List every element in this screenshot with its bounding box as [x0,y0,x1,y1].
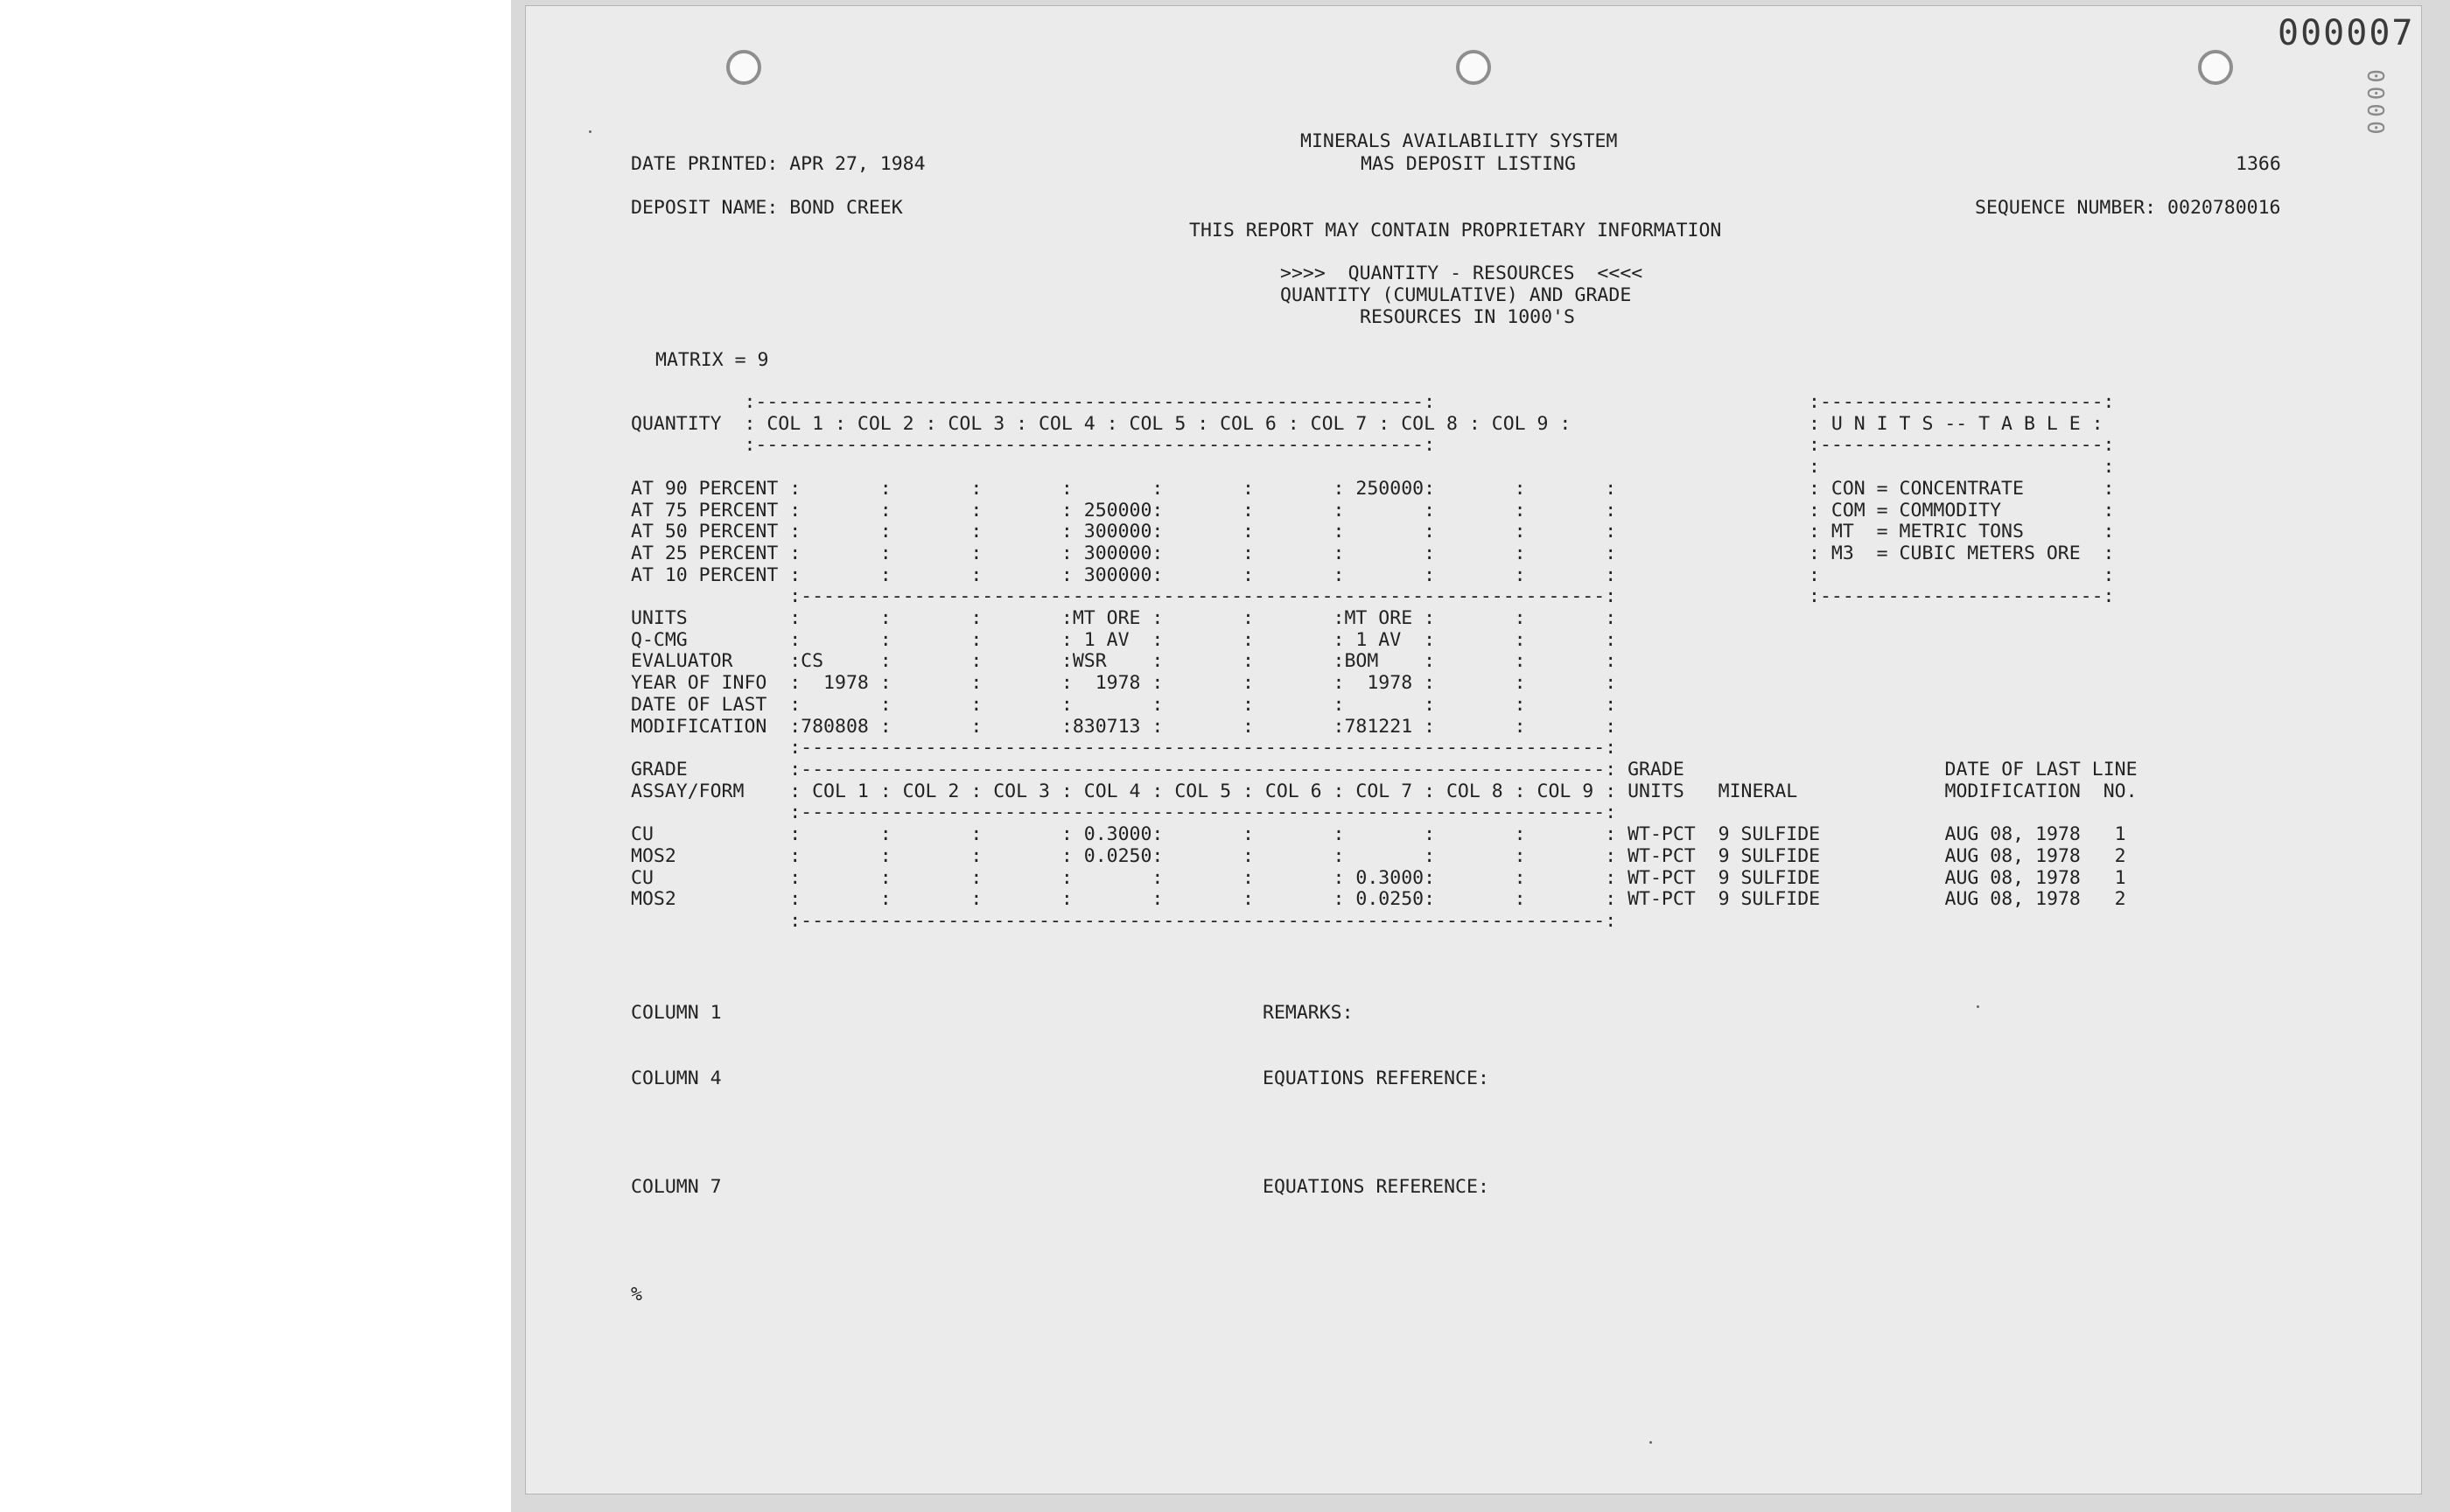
quantity-table-line: :-----------------------------------------------------------------------: [631,737,1617,760]
units-table-line: : U N I T S -- T A B L E : [1809,412,2104,435]
section-subtitle-units: RESOURCES IN 1000'S [1360,306,1575,328]
quantity-table-line: MODIFICATION :780808 : : :830713 : : :781221 : : : [631,715,1617,738]
quantity-table-line: YEAR OF INFO : 1978 : : : 1978 : : : 1978 : : : [631,672,1617,695]
quantity-table-line: :-----------------------------------------------------------: [631,434,1436,457]
system-title: MINERALS AVAILABILITY SYSTEM [1300,130,1618,152]
matrix-label: MATRIX = 9 [655,349,769,371]
quantity-table-line: AT 75 PERCENT : : : : 250000: : : : : : [631,499,1617,522]
grade-table-line: ASSAY/FORM : COL 1 : COL 2 : COL 3 : COL 4 : COL 5 : COL 6 : COL 7 : COL 8 : COL 9 : UNITS MINERAL MODIFICATION NO. [631,780,2138,802]
listing-title: MAS DEPOSIT LISTING [1361,153,1576,175]
quantity-table-line: DATE OF LAST : : : : : : : : : : [631,693,1617,716]
grade-table-line: GRADE :-----------------------------------------------------------------------: GRADE DATE OF LAST LINE [631,759,2138,780]
quantity-table-line: AT 25 PERCENT : : : : 300000: : : : : : [631,542,1617,564]
remarks-label: REMARKS: [1263,1002,1354,1024]
equations-reference-label: EQUATIONS REFERENCE: [1263,1068,1489,1089]
quantity-table-line: :-----------------------------------------------------------: [631,391,1436,413]
grade-table-line: MOS2 : : : : : : : 0.0250: : : WT-PCT 9 SULFIDE AUG 08, 1978 2 [631,888,2126,911]
printout-page [525,5,2422,1494]
units-table-line: : : [1809,564,2115,586]
column1-label: COLUMN 1 [631,1002,722,1024]
binder-hole [2198,50,2233,85]
units-table-line: : COM = COMMODITY : [1809,499,2115,522]
scan-speck [1977,1005,1979,1008]
quantity-table-line: QUANTITY : COL 1 : COL 2 : COL 3 : COL 4 : COL 5 : COL 6 : COL 7 : COL 8 : COL 9 : [631,412,1572,435]
proprietary-notice: THIS REPORT MAY CONTAIN PROPRIETARY INFORMATION [1189,220,1722,242]
units-table-line: :-------------------------: [1809,391,2115,413]
grade-table-line: :-----------------------------------------------------------------------: [631,909,1617,932]
page-stamp-number: 000007 [2278,13,2415,53]
sequence-number: SEQUENCE NUMBER: 0020780016 [1975,197,2281,219]
grade-table-line: CU : : : : 0.3000: : : : : : WT-PCT 9 SULFIDE AUG 08, 1978 1 [631,823,2126,846]
quantity-table-line: EVALUATOR :CS : : :WSR : : :BOM : : : [631,650,1617,673]
column7-label: COLUMN 7 [631,1176,722,1198]
quantity-table-line: AT 90 PERCENT : : : : : : : 250000: : : [631,477,1617,500]
units-table-line: :-------------------------: [1809,585,2115,608]
equations-reference-label: EQUATIONS REFERENCE: [1263,1176,1489,1198]
binder-hole [1456,50,1491,85]
date-printed: DATE PRINTED: APR 27, 1984 [631,153,926,175]
quantity-table-line: :-----------------------------------------------------------------------: [631,585,1617,608]
grade-table-line: :-----------------------------------------------------------------------: [631,802,1617,824]
scan-speck [1649,1441,1652,1444]
units-table-line: : M3 = CUBIC METERS ORE : [1809,542,2115,564]
units-table-line: :-------------------------: [1809,434,2115,457]
page-stamp-side: 0000 [2362,69,2388,138]
grade-table-line: MOS2 : : : : 0.0250: : : : : : WT-PCT 9 SULFIDE AUG 08, 1978 2 [631,844,2126,867]
binder-hole [726,50,761,85]
quantity-table-line: UNITS : : : :MT ORE : : :MT ORE : : : [631,607,1617,629]
units-table-line: : MT = METRIC TONS : [1809,521,2115,543]
scanned-sheet-background [511,0,2450,1512]
percent-marker: % [631,1284,642,1306]
section-title: >>>> QUANTITY - RESOURCES <<<< [1280,262,1643,284]
deposit-name: DEPOSIT NAME: BOND CREEK [631,197,903,219]
scan-speck [589,130,592,133]
page-number: 1366 [2236,153,2281,175]
quantity-table-line: AT 50 PERCENT : : : : 300000: : : : : : [631,521,1617,543]
quantity-table-line: Q-CMG : : : : 1 AV : : : 1 AV : : : [631,628,1617,651]
section-subtitle: QUANTITY (CUMULATIVE) AND GRADE [1280,284,1632,306]
units-table-line: : : [1809,456,2115,479]
column4-label: COLUMN 4 [631,1068,722,1089]
quantity-table-line: AT 10 PERCENT : : : : 300000: : : : : : [631,564,1617,586]
units-table-line: : CON = CONCENTRATE : [1809,477,2115,500]
grade-table-line: CU : : : : : : : 0.3000: : : WT-PCT 9 SULFIDE AUG 08, 1978 1 [631,866,2126,889]
